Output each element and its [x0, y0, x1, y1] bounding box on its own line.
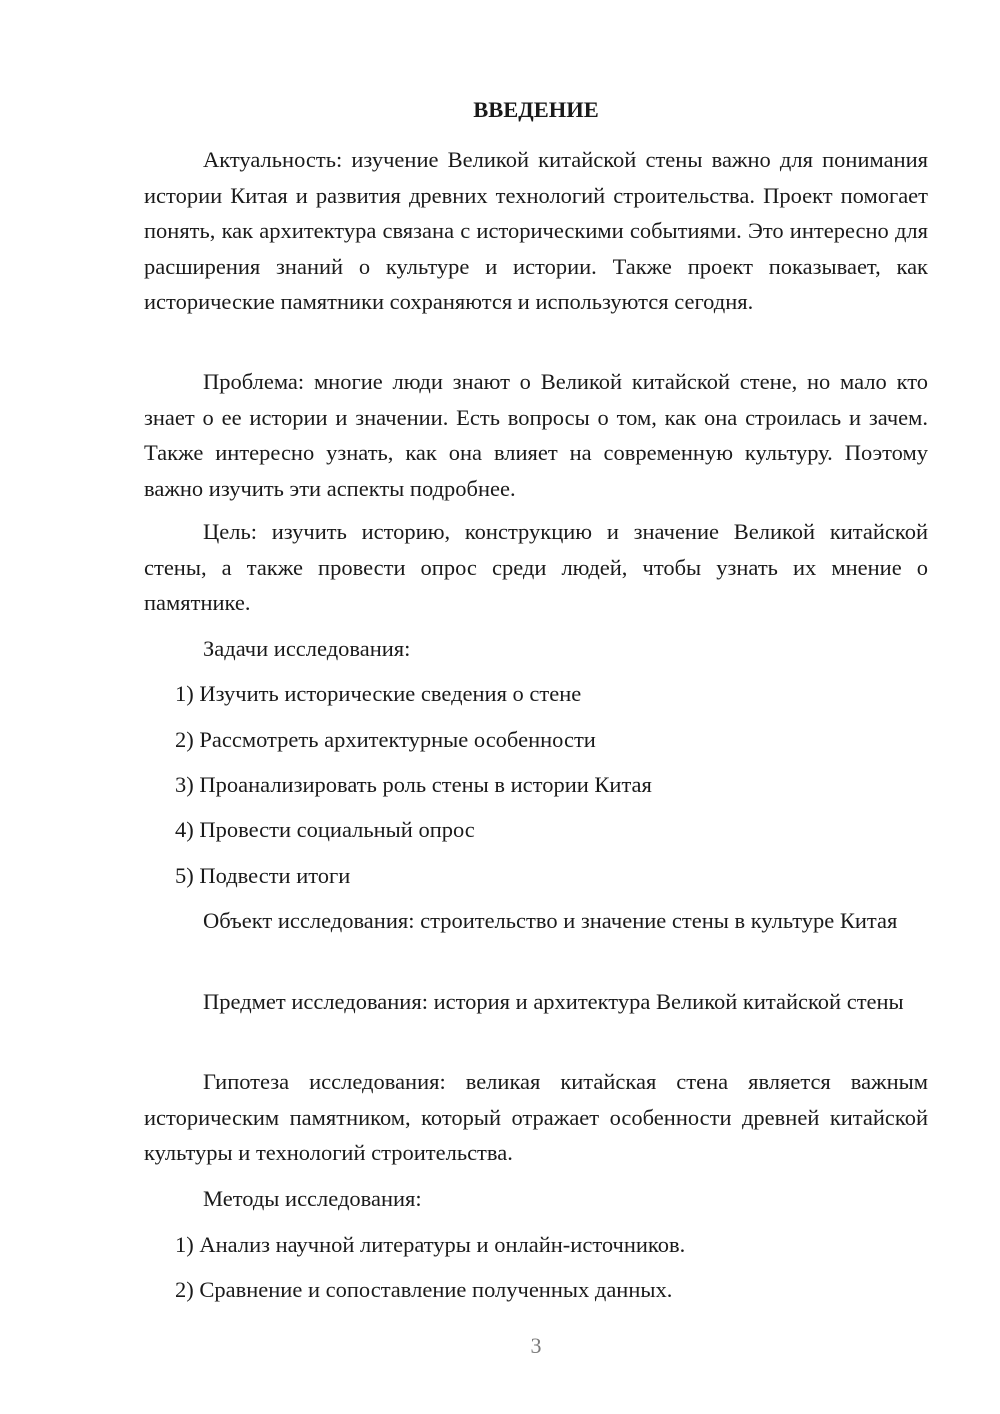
- relevance-paragraph: Актуальность: изучение Великой китайской стены важно для понимания истории Китая и развития древних технологий строительства. Проект помогает понять, как архитектура связана с историческими событиями. Это интересно для расширения знаний о культуре и истории. Также проект показывает, как исторические памятники сохраняются и используются сегодня.: [144, 147, 928, 314]
- problem-paragraph: Проблема: многие люди знают о Великой китайской стене, но мало кто знает о ее истории и значении. Есть вопросы о том, как она строилась и зачем. Также интересно узнать, как она влияет на современную культуру. Поэтому важно изучить эти аспекты подробнее.: [144, 369, 928, 501]
- task-item-5: 5) Подвести итоги: [175, 863, 351, 888]
- task-item-1: 1) Изучить исторические сведения о стене: [175, 681, 582, 706]
- section-heading: ВВЕДЕНИЕ: [473, 97, 599, 122]
- method-item-1: 1) Анализ научной литературы и онлайн-источников.: [175, 1232, 686, 1257]
- subject-paragraph: Предмет исследования: история и архитектура Великой китайской стены: [203, 989, 904, 1014]
- page-number: 3: [530, 1333, 542, 1358]
- task-item-3: 3) Проанализировать роль стены в истории Китая: [175, 772, 652, 797]
- goal-paragraph: Цель: изучить историю, конструкцию и значение Великой китайской стены, а также провести опрос среди людей, чтобы узнать их мнение о памятнике.: [144, 519, 928, 615]
- method-item-2: 2) Сравнение и сопоставление полученных данных.: [175, 1277, 673, 1302]
- methods-heading: Методы исследования:: [203, 1186, 422, 1211]
- task-item-2: 2) Рассмотреть архитектурные особенности: [175, 727, 596, 752]
- task-item-4: 4) Провести социальный опрос: [175, 817, 475, 842]
- object-paragraph: Объект исследования: строительство и значение стены в культуре Китая: [203, 908, 898, 933]
- tasks-heading: Задачи исследования:: [203, 636, 411, 661]
- hypothesis-paragraph: Гипотеза исследования: великая китайская стена является важным историческим памятником, который отражает особенности древней китайской культуры и технологий строительства.: [144, 1069, 928, 1165]
